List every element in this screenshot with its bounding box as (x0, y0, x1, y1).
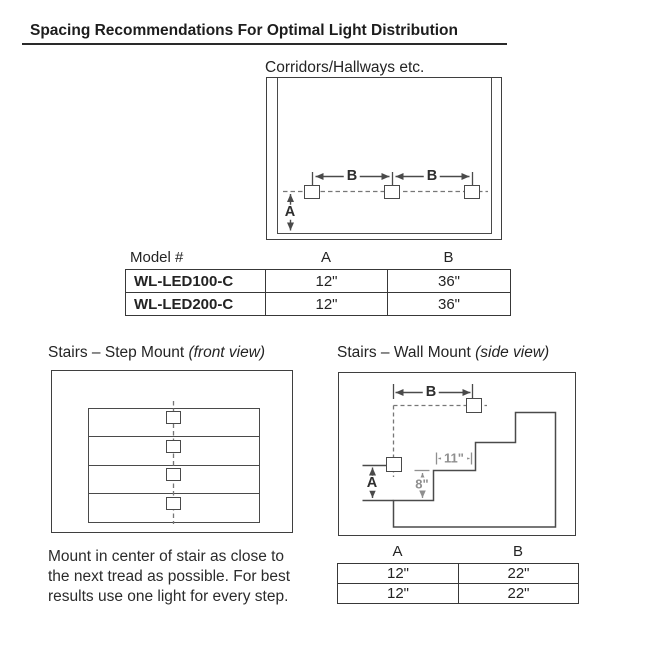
spacing-table-header-a: A (320, 249, 331, 266)
stair-divider (89, 436, 259, 437)
corridor-section-title (265, 59, 424, 77)
dim-a-cell: 12" (338, 584, 459, 604)
stair-table-row (338, 584, 579, 604)
corridor-dim-b2-label: B (424, 169, 440, 184)
wall-mount-title-text: Stairs – Wall Mount (337, 344, 471, 361)
riser-dim-label: 8" (412, 478, 431, 491)
spacing-table (125, 269, 511, 316)
tread-dim-label: 11" (441, 452, 467, 465)
corridor-wall-inner-outline (277, 78, 492, 234)
light-fixture (304, 185, 320, 199)
note-line: the next tread as possible. For best (48, 568, 291, 585)
dim-a-cell: 12" (338, 564, 459, 584)
page-title: Spacing Recommendations For Optimal Light Distribution (30, 22, 458, 39)
dim-b-cell: 36" (388, 270, 511, 293)
light-fixture (386, 457, 402, 472)
light-fixture (166, 440, 181, 453)
model-cell: WL-LED100-C (126, 270, 266, 293)
spacing-table-row (126, 270, 511, 293)
stair-divider (89, 465, 259, 466)
step-mount-title-text: Stairs – Step Mount (48, 344, 185, 361)
wall-mount-dim-a-label: A (364, 476, 380, 491)
dim-b-cell: 22" (459, 584, 579, 604)
stair-table-header-a: A (392, 543, 403, 560)
light-fixture (464, 185, 480, 199)
dim-b-cell: 22" (459, 564, 579, 584)
stair-table (337, 563, 579, 604)
corridor-dim-a-label: A (282, 205, 298, 220)
stair-table-header-b: B (512, 543, 523, 560)
light-fixture (166, 497, 181, 510)
stair-divider (89, 493, 259, 494)
light-fixture (166, 411, 181, 424)
note-line: Mount in center of stair as close to (48, 548, 285, 565)
step-mount-subtitle-text: (front view) (188, 344, 266, 361)
spacing-table-row (126, 293, 511, 316)
title-rule (22, 43, 507, 45)
stair-table-row (338, 564, 579, 584)
corridor-dim-b1-label: B (344, 169, 360, 184)
step-mount-section-title (48, 344, 265, 362)
dim-b-cell: 36" (388, 293, 511, 316)
light-fixture (466, 398, 482, 413)
dim-a-cell: 12" (266, 270, 388, 293)
mounting-note (48, 547, 290, 607)
light-fixture (166, 468, 181, 481)
wall-mount-section-title (337, 344, 549, 362)
dim-a-cell: 12" (266, 293, 388, 316)
light-fixture (384, 185, 400, 199)
corridor-title-text: Corridors/Hallways etc. (265, 59, 425, 76)
note-line: results use one light for every step. (48, 588, 289, 605)
spacing-table-header-b: B (443, 249, 454, 266)
spacing-table-header-model: Model # (130, 249, 184, 266)
wall-mount-dim-b-label: B (423, 385, 439, 400)
corridor-diagram-box (266, 77, 502, 240)
model-cell: WL-LED200-C (126, 293, 266, 316)
wall-mount-subtitle-text: (side view) (475, 344, 550, 361)
